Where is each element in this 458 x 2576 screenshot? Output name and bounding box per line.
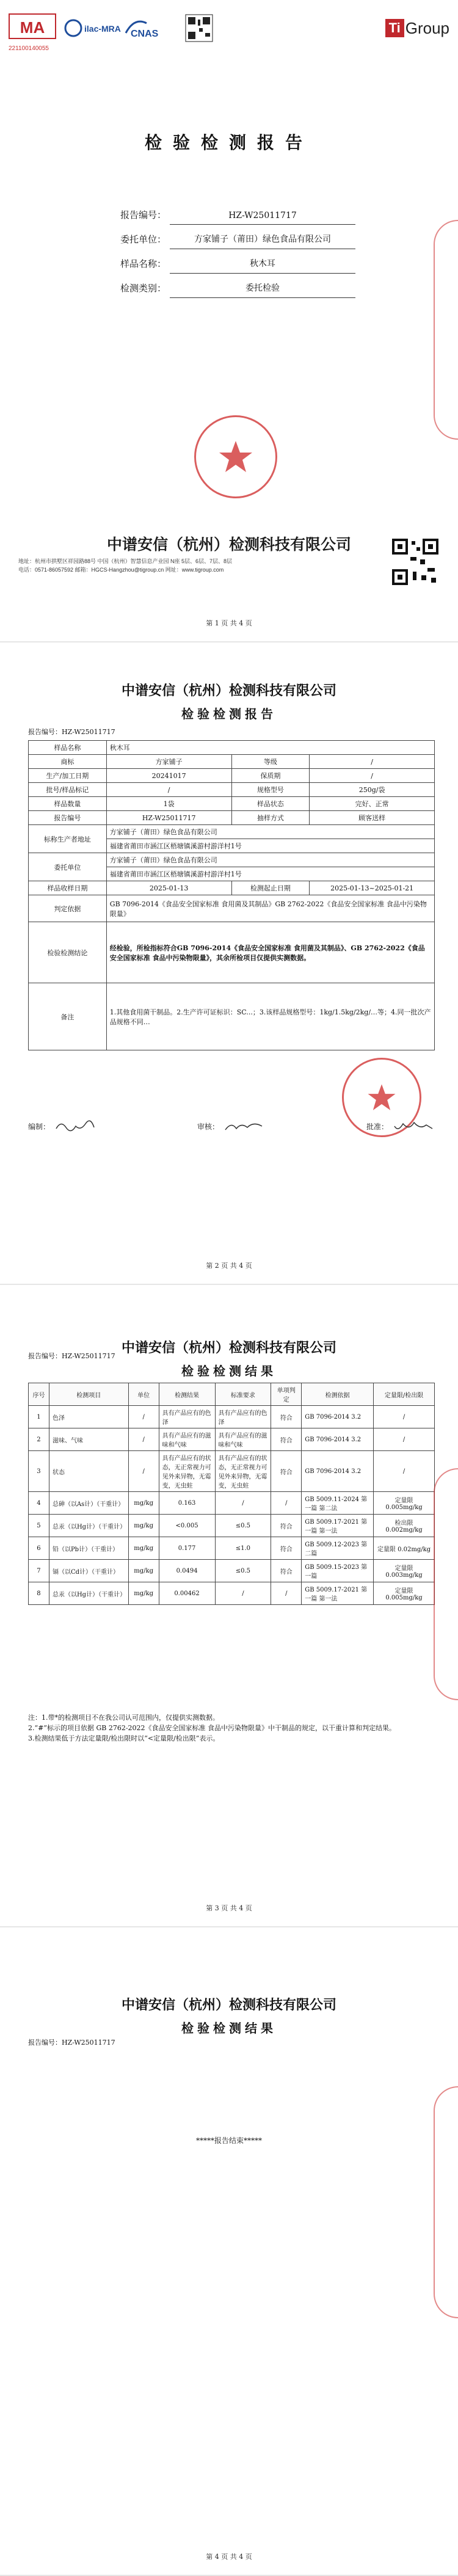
page-number: 第 2 页 共 4 页: [206, 1262, 252, 1270]
cover-fields: [99, 200, 355, 298]
cover-header: [9, 11, 449, 54]
cma-cert-number: 221100140055: [9, 45, 49, 52]
field-label: 报告编号：: [120, 209, 166, 220]
cell: 定量限 0.005mg/kg: [374, 1492, 435, 1515]
report-header: [0, 680, 458, 722]
cnas-qr-icon: [184, 13, 214, 43]
cell: /: [215, 1582, 271, 1605]
cell: GB 5009.15-2023 第一篇: [302, 1560, 374, 1582]
cell: GB 5009.11-2024 第一篇 第二法: [302, 1492, 374, 1515]
company-seal-stamp: [194, 415, 277, 498]
cell-label: 保质期: [231, 769, 310, 783]
signature-approve: [366, 1119, 435, 1133]
cell: <0.005: [159, 1515, 215, 1537]
cover-field-client: [99, 225, 355, 249]
header-cell: 定量限/检出限: [374, 1383, 435, 1406]
contact-phone-email: 电话：0571-86057592 邮箱：HGCS-Hangzhou@tigroup.cn 网址：www.tigroup.com: [18, 567, 224, 573]
cell: ≤1.0: [215, 1537, 271, 1560]
cell-value: 方家铺子: [106, 755, 231, 769]
cell: 具有产品应有的滋味和气味: [215, 1428, 271, 1451]
signature-row: [28, 1119, 435, 1133]
cell-label: 生产/加工日期: [29, 769, 107, 783]
ilac-text: ilac-MRA: [84, 24, 121, 34]
cell: 状态: [49, 1451, 128, 1492]
report-number: 报告编号：HZ-W25011717: [28, 728, 115, 736]
cell-value: 顾客送样: [310, 811, 435, 825]
cell: 镉（以Cd计）（干重计）: [49, 1560, 128, 1582]
report-title: 检验检测报告: [181, 708, 277, 721]
sample-info-table: [28, 740, 435, 1050]
note-line: 注：1.带*的检测项目不在我公司认可范围内，仅提供实测数据。: [28, 1714, 219, 1722]
field-value: 委托检验: [170, 282, 355, 298]
cell: 总汞（以Hg计）（干重计）: [49, 1582, 128, 1605]
table-row: [29, 1428, 435, 1451]
page-number: 第 4 页 共 4 页: [206, 2553, 252, 2561]
cell-label: 样品数量: [29, 797, 107, 811]
seal-star-icon: [217, 438, 254, 475]
company-contact: [18, 557, 385, 574]
report-qr-code-icon: [391, 537, 440, 586]
perforation-seal: [434, 1468, 458, 1700]
cell: GB 5009.17-2021 第一篇 第一法: [302, 1582, 374, 1605]
cell-label: 检验检测结论: [29, 922, 107, 983]
table-header-row: [29, 1383, 435, 1406]
cell: ≤0.5: [215, 1560, 271, 1582]
cell: GB 7096-2014 3.2: [302, 1428, 374, 1451]
table-row: [29, 853, 435, 867]
cell: 总砷（以As计）（干重计）: [49, 1492, 128, 1515]
company-name: 中谱安信（杭州）检测科技有限公司: [121, 683, 336, 698]
cell-label: 备注: [29, 983, 107, 1050]
company-name: 中谱安信（杭州）检测科技有限公司: [106, 536, 351, 553]
cell: 符合: [271, 1560, 302, 1582]
company-name: 中谱安信（杭州）检测科技有限公司: [121, 1340, 336, 1355]
cell: GB 5009.12-2023 第二篇: [302, 1537, 374, 1560]
cell: 滋味、气味: [49, 1428, 128, 1451]
cnas-text: CNAS: [131, 29, 159, 39]
field-label: 检测类别：: [120, 283, 166, 294]
table-row: [29, 1537, 435, 1560]
contact-address: 地址：杭州市拱墅区祥园路88号 中国（杭州）智慧信息产业园 N座 5层、6层、7层、8层: [18, 558, 233, 564]
cell-value: /: [310, 755, 435, 769]
group-text: Group: [405, 18, 449, 37]
cell-value: 秋木耳: [106, 741, 434, 755]
table-row: [29, 811, 435, 825]
perforation-seal: [434, 220, 458, 440]
field-value: 方家铺子（莆田）绿色食品有限公司: [170, 233, 355, 249]
report-results-page: [0, 1285, 458, 1927]
cell: 具有产品应有的色泽: [215, 1406, 271, 1428]
table-row: [29, 755, 435, 769]
table-row: [29, 983, 435, 1050]
cell: 8: [29, 1582, 49, 1605]
cell-value: GB 7096-2014《食品安全国家标准 食用菌及其制品》GB 2762-2022《食品安全国家标准 食品中污染物限量》: [106, 895, 434, 922]
cell: /: [128, 1406, 159, 1428]
cell-value: 方家铺子（莆田）绿色食品有限公司: [106, 853, 434, 867]
table-row: [29, 922, 435, 983]
cell: 具有产品应有的色泽: [159, 1406, 215, 1428]
report-end-page: [0, 1927, 458, 2576]
cell: 符合: [271, 1451, 302, 1492]
cover-field-category: [99, 274, 355, 298]
cell: 1: [29, 1406, 49, 1428]
table-row: [29, 797, 435, 811]
cell-label: 报告编号: [29, 811, 107, 825]
cell: 色泽: [49, 1406, 128, 1428]
cell: 铅（以Pb计）（干重计）: [49, 1537, 128, 1560]
cell: GB 5009.17-2021 第一篇 第一法: [302, 1515, 374, 1537]
cell: ≤0.5: [215, 1515, 271, 1537]
report-title: 检验检测结果: [181, 1365, 277, 1378]
cell: 检出限 0.002mg/kg: [374, 1515, 435, 1537]
report-cover-page: [0, 0, 458, 642]
cell: 3: [29, 1451, 49, 1492]
field-label: 样品名称：: [120, 258, 166, 269]
header-cell: 单项判定: [271, 1383, 302, 1406]
cell: 定量限 0.003mg/kg: [374, 1560, 435, 1582]
cnas-logo: [122, 15, 173, 43]
note-line: 2.“#”标示的项目依据 GB 2762-2022《食品安全国家标准 食品中污染物限量》中干制品的规定，以干重计算和判定结果。: [28, 1724, 396, 1732]
table-row: [29, 1406, 435, 1428]
cell: 定量限 0.005mg/kg: [374, 1582, 435, 1605]
sign-label: 审核：: [197, 1122, 219, 1131]
report-number: 报告编号：HZ-W25011717: [28, 2039, 115, 2047]
cell-label: 样品收样日期: [29, 881, 107, 895]
sign-label: 批准：: [366, 1122, 388, 1131]
table-row: [29, 881, 435, 895]
cell-value: 20241017: [106, 769, 231, 783]
cell: /: [271, 1582, 302, 1605]
table-row: [29, 1451, 435, 1492]
cell: 7: [29, 1560, 49, 1582]
cell: /: [128, 1428, 159, 1451]
cell-label: 检测起止日期: [231, 881, 310, 895]
table-row: [29, 825, 435, 839]
page-number: 第 1 页 共 4 页: [206, 619, 252, 627]
cell-value: HZ-W25011717: [106, 811, 231, 825]
handwritten-signature-icon: [54, 1119, 96, 1133]
cell-label: 抽样方式: [231, 811, 310, 825]
cover-field-report-no: [99, 200, 355, 225]
cell: 0.177: [159, 1537, 215, 1560]
signature-review: [197, 1119, 266, 1133]
cell: /: [374, 1428, 435, 1451]
cell-value: 方家铺子（莆田）绿色食品有限公司: [106, 825, 434, 839]
handwritten-signature-icon: [223, 1119, 266, 1133]
report-number: 报告编号：HZ-W25011717: [28, 1352, 115, 1360]
cell: mg/kg: [128, 1560, 159, 1582]
cell-value: /: [106, 783, 231, 797]
cell: 总汞（以Hg计）（干重计）: [49, 1515, 128, 1537]
cover-field-sample: [99, 249, 355, 274]
results-notes: [28, 1712, 435, 1744]
field-label: 委托单位：: [120, 234, 166, 245]
cell-label: 规格型号: [231, 783, 310, 797]
cell: mg/kg: [128, 1515, 159, 1537]
cell-value: 250g/袋: [310, 783, 435, 797]
cell-value: 1.其他食用菌干制品。2.生产许可证标识：SC...；3.该样品规格型号：1kg/1.5kg/2kg/…等；4.同一批次产品规格不同…: [106, 983, 434, 1050]
cell: 符合: [271, 1515, 302, 1537]
header-cell: 检测结果: [159, 1383, 215, 1406]
cell: 定量限 0.02mg/kg: [374, 1537, 435, 1560]
table-row: [29, 769, 435, 783]
cell: /: [271, 1492, 302, 1515]
cell: /: [128, 1451, 159, 1492]
page-number: 第 3 页 共 4 页: [206, 1904, 252, 1912]
cell: /: [374, 1406, 435, 1428]
cell-value: 福建省莆田市涵江区梧塘镇溪游村游洋村1号: [106, 839, 434, 853]
header-cell: 检测依据: [302, 1383, 374, 1406]
table-row: [29, 783, 435, 797]
cell-value: 完好、正常: [310, 797, 435, 811]
cell-value: 2025-01-13: [106, 881, 231, 895]
cell: 0.163: [159, 1492, 215, 1515]
cell-label: 标称生产者地址: [29, 825, 107, 853]
cell-value: 经检验，所检指标符合GB 7096-2014《食品安全国家标准 食用菌及其制品》、GB 2762-2022《食品安全国家标准 食品中污染物限量》，其余所检项目仅提供实测数据。: [106, 922, 434, 983]
ti-mark: Ti: [385, 19, 404, 37]
header-cell: 单位: [128, 1383, 159, 1406]
cell-value: 1袋: [106, 797, 231, 811]
cell: 2: [29, 1428, 49, 1451]
table-row: [29, 1515, 435, 1537]
ilac-mra-logo: [64, 15, 121, 43]
cell-label: 商标: [29, 755, 107, 769]
table-row: [29, 1492, 435, 1515]
cell-label: 样品名称: [29, 741, 107, 755]
company-name: 中谱安信（杭州）检测科技有限公司: [121, 1997, 336, 2012]
cell: /: [374, 1451, 435, 1492]
cell: 4: [29, 1492, 49, 1515]
seal-star-icon: [366, 1082, 397, 1113]
note-line: 3.检测结果低于方法定量限/检出限时以“<定量限/检出限”表示。: [28, 1734, 220, 1742]
report-end-marker: *****报告结束*****: [195, 2136, 262, 2145]
header-cell: 序号: [29, 1383, 49, 1406]
report-header: [0, 1995, 458, 2036]
cell: mg/kg: [128, 1492, 159, 1515]
cell: 5: [29, 1515, 49, 1537]
cell: 具有产品应有的状态，无正常视力可见外来异物，无霉变，无虫蛀: [215, 1451, 271, 1492]
header-cell: 标准要求: [215, 1383, 271, 1406]
field-value: 秋木耳: [170, 257, 355, 274]
cell: 具有产品应有的滋味和气味: [159, 1428, 215, 1451]
tigroup-logo: [385, 17, 449, 39]
cell: mg/kg: [128, 1537, 159, 1560]
cell: 6: [29, 1537, 49, 1560]
table-row: [29, 1582, 435, 1605]
cell: mg/kg: [128, 1582, 159, 1605]
perforation-seal: [434, 2086, 458, 2318]
cell-label: 样品状态: [231, 797, 310, 811]
report-info-page: [0, 642, 458, 1285]
results-table: [28, 1383, 435, 1605]
handwritten-signature-icon: [392, 1119, 435, 1133]
table-row: [29, 895, 435, 922]
cell: GB 7096-2014 3.2: [302, 1406, 374, 1428]
cell-label: 判定依据: [29, 895, 107, 922]
cell: /: [215, 1492, 271, 1515]
cell: 符合: [271, 1537, 302, 1560]
cell-label: 批号/样品标记: [29, 783, 107, 797]
header-cell: 检测项目: [49, 1383, 128, 1406]
cell: 符合: [271, 1428, 302, 1451]
ma-text: MA: [20, 18, 45, 37]
cell: GB 7096-2014 3.2: [302, 1451, 374, 1492]
cell-value: 福建省莆田市涵江区梧塘镇溪游村游洋村1号: [106, 867, 434, 881]
cell-label: 委托单位: [29, 853, 107, 881]
cover-title: 检验检测报告: [144, 133, 313, 153]
report-title: 检验检测结果: [181, 2022, 277, 2036]
table-row: [29, 741, 435, 755]
field-value: HZ-W25011717: [170, 211, 355, 225]
cell-value: 2025-01-13~2025-01-21: [310, 881, 435, 895]
cell-value: /: [310, 769, 435, 783]
cma-logo: [9, 13, 56, 43]
signature-edit: [28, 1119, 96, 1133]
cell: 0.0494: [159, 1560, 215, 1582]
cell: 具有产品应有的状态，无正常视力可见外来异物，无霉变，无虫蛀: [159, 1451, 215, 1492]
cell-label: 等级: [231, 755, 310, 769]
cell: 0.00462: [159, 1582, 215, 1605]
table-row: [29, 1560, 435, 1582]
cell: 符合: [271, 1406, 302, 1428]
sign-label: 编制：: [28, 1122, 51, 1131]
